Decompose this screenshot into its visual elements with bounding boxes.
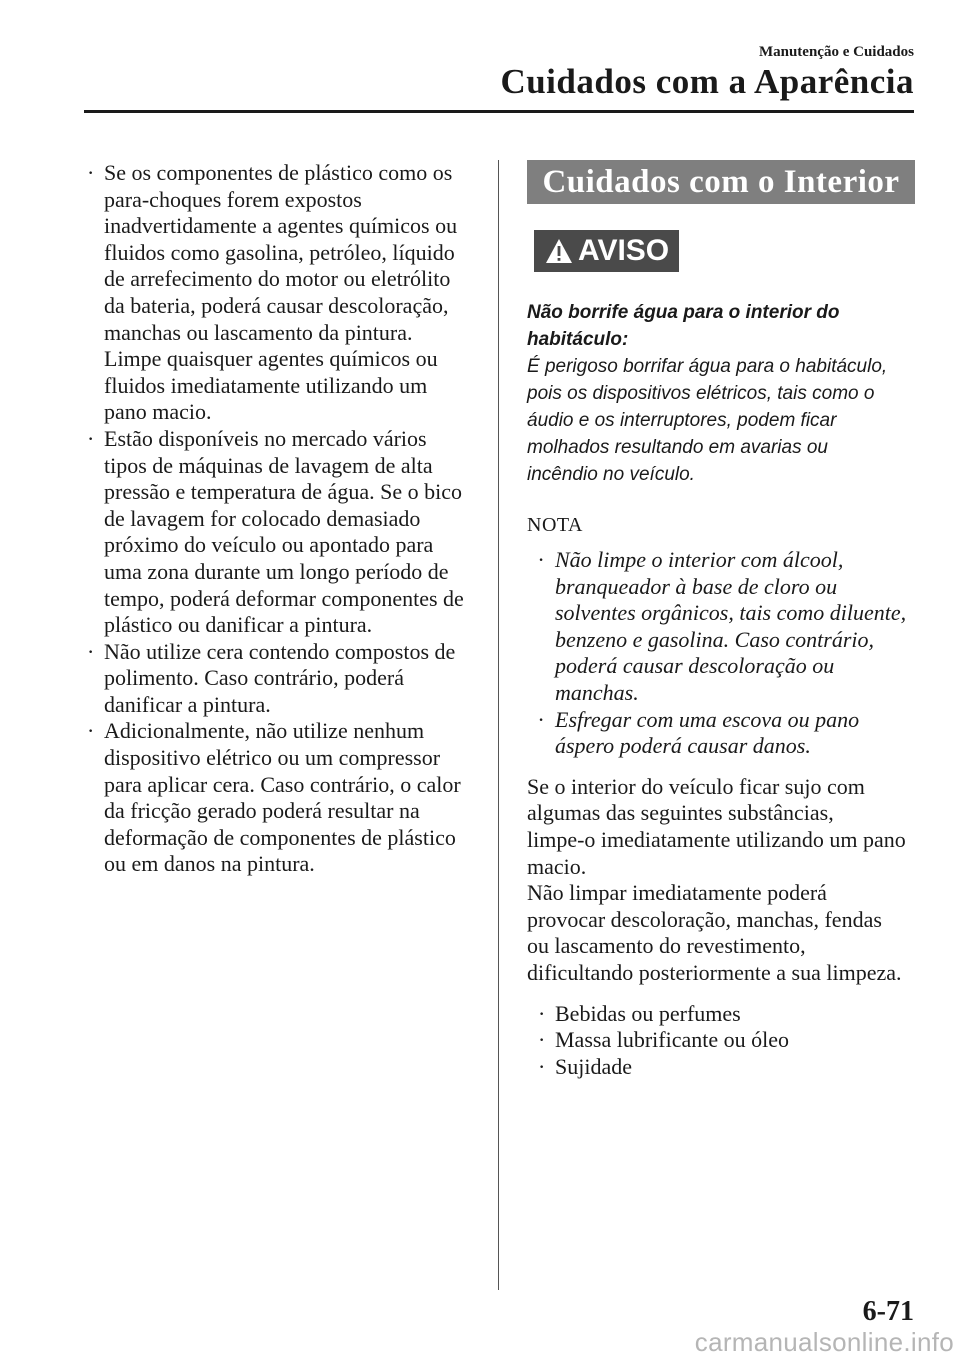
warning-body-line: molhados resultando em avarias ou [527,437,829,458]
text-line: · Não utilize cera contendo compostos de [104,638,456,664]
text-line: polimento. Caso contrário, poderá [104,665,404,691]
warning-title-line: habitáculo: [527,329,629,350]
text-line: para aplicar cera. Caso contrário, o calor [104,771,461,797]
text-line: Não limpar imediatamente poderá [527,880,827,906]
list-item [84,639,476,719]
text-line: provocar descoloração, manchas, fendas [527,906,882,932]
note-label: NOTA [527,514,583,536]
text-line: fluidos como gasolina, petróleo, líquido [104,239,455,265]
section-title: Cuidados com a Aparência [500,62,914,101]
text-line: Limpe quaisquer agentes químicos ou [104,346,438,372]
chapter-title: Manutenção e Cuidados [758,44,914,60]
text-line: · Adicionalmente, não utilize nenhum [104,718,425,744]
left-column [84,160,476,878]
text-line: ou lascamento do revestimento, [527,933,806,959]
text-line: plástico ou danificar a pintura. [104,612,373,638]
text-line: dispositivo elétrico ou um compressor [104,745,441,771]
body-paragraph [527,774,917,987]
text-line: solventes orgânicos, tais como diluente, [555,600,907,626]
text-line: branqueador à base de cloro ou [555,573,838,599]
text-line: · Estão disponíveis no mercado vários [104,425,427,451]
column-divider [498,160,499,1290]
text-line: poderá causar descoloração ou [555,653,835,679]
list-item: · Massa lubrificante ou óleo [535,1027,917,1054]
list-item [535,707,917,760]
text-line: algumas das seguintes substâncias, [527,800,834,826]
warning-body-line: incêndio no veículo. [527,464,695,485]
text-line: dificultando posteriormente a sua limpeza. [527,959,902,985]
warning-text [527,299,917,488]
text-line: de lavagem for colocado demasiado [104,505,421,531]
substance-list [535,1001,917,1081]
warning-triangle-icon [544,237,574,265]
text-line: de arrefecimento do motor ou eletrólito [104,266,451,292]
warning-label: AVISO [578,234,670,267]
text-line: tempo, poderá deformar componentes de [104,585,464,611]
text-line: · Se os componentes de plástico como os [104,160,453,185]
text-line: · Não limpe o interior com álcool, [555,547,844,572]
header-rule [84,110,914,113]
text-line: pressão e temperatura de água. Se o bico [104,479,462,505]
text-line: uma zona durante um longo período de [104,558,449,584]
list-item: · Sujidade [535,1054,917,1081]
text-line: fluidos imediatamente utilizando um [104,372,428,398]
interior-section-title: Cuidados com o Interior [527,160,915,204]
watermark: carmanualsonline.info [694,1327,954,1357]
text-line: da bateria, poderá causar descoloração, [104,292,449,318]
text-line: manchas ou lascamento da pintura. [104,319,413,345]
list-item [84,718,476,878]
text-line: áspero poderá causar danos. [555,733,811,759]
text-line: tipos de máquinas de lavagem de alta [104,452,433,478]
text-line: deformação de componentes de plástico [104,824,456,850]
text-line: benzeno e gasolina. Caso contrário, [555,626,874,652]
text-line: limpe-o imediatamente utilizando um pano [527,826,906,852]
warning-body-line: pois os dispositivos elétricos, tais como o [527,383,875,404]
text-line: Se o interior do veículo ficar sujo com [527,773,865,799]
text-line: · Esfregar com uma escova ou pano [555,706,860,732]
list-item [84,160,476,426]
text-line: inadvertidamente a agentes químicos ou [104,213,458,239]
text-line: pano macio. [104,399,212,425]
warning-title-line: Não borrife água para o interior do [527,302,840,323]
warning-badge [534,230,679,272]
text-line: macio. [527,853,587,879]
warning-body-line: áudio e os interruptores, podem ficar [527,410,837,431]
list-item [535,547,917,707]
list-item [84,426,476,639]
text-line: para-choques forem expostos [104,186,362,212]
page-number: 6-71 [862,1296,914,1327]
text-line: da fricção gerado poderá resultar na [104,798,420,824]
warning-body-line: É perigoso borrifar água para o habitáculo, [527,356,888,377]
list-item: · Bebidas ou perfumes [535,1001,917,1028]
text-line: danificar a pintura. [104,691,271,717]
text-line: próximo do veículo ou apontado para [104,532,434,558]
text-line: ou em danos na pintura. [104,851,315,877]
right-column [527,160,917,1080]
note-list [535,547,917,760]
text-line: manchas. [555,679,639,705]
